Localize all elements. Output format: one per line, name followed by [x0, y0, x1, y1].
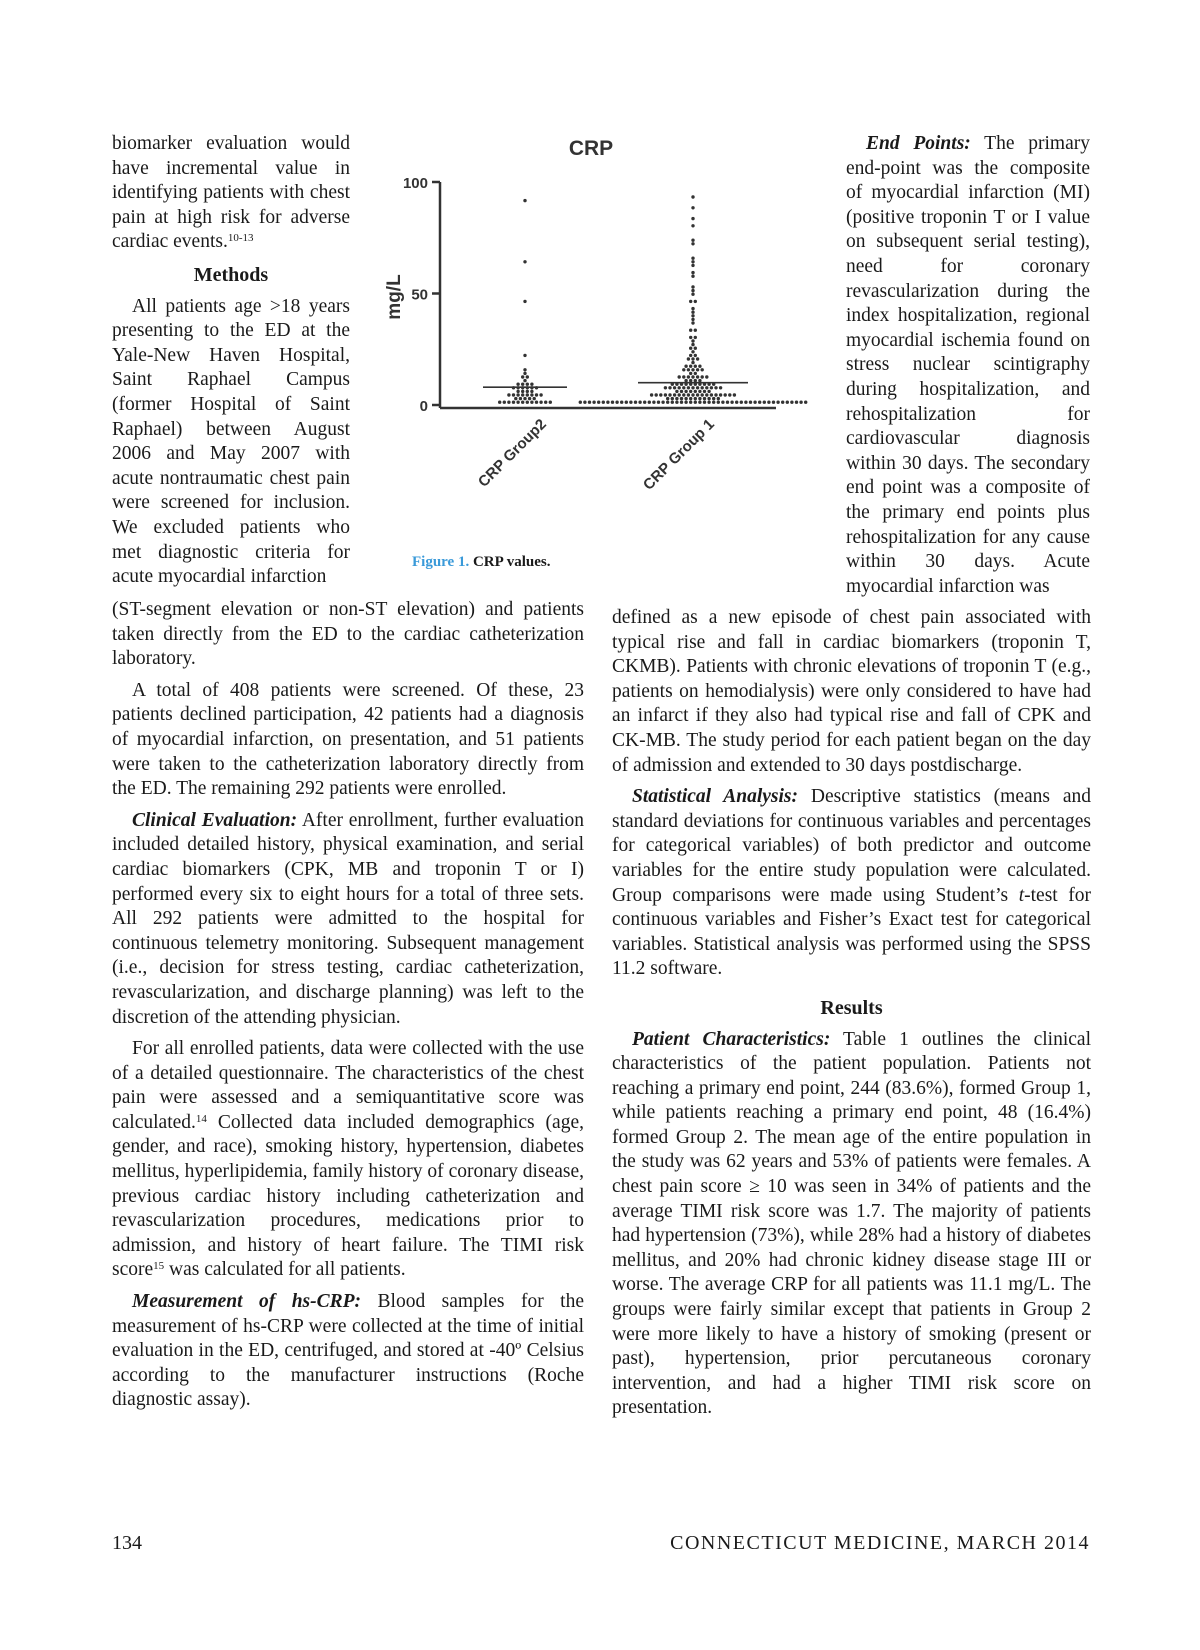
paragraph-statistical-analysis: Statistical Analysis: Descriptive statistics (means and standard deviations for continuous variables and percentages for categorical variables) of both predictor and outcome variables for the entire study population were calculated. Group comparisons were made using Student’s t-test for continuous variables and Fisher’s Exact test for categorical variables. Statistical analysis was performed using the SPSS 11.2 software.	[612, 786, 1092, 980]
data-point	[643, 401, 646, 404]
data-point	[615, 401, 618, 404]
journal-footer: CONNECTICUT MEDICINE, MARCH 2014	[670, 1532, 1090, 1554]
data-point	[694, 347, 697, 350]
data-point	[579, 401, 582, 404]
data-point	[680, 401, 683, 404]
data-point	[691, 264, 694, 267]
data-point	[694, 300, 697, 303]
data-point	[664, 386, 667, 389]
data-point	[698, 379, 701, 382]
data-point	[707, 401, 710, 404]
paragraph-endpoints-continued: defined as a new episode of chest pain associated with typical rise and fall in cardiac biomarkers (troponin T, CKMB). Patients with chronic elevations of troponin T (e.g., patients on hemodialysis) were only considered to have had an infarct if they also had typical rise and fall of CPK and CK-MB. The study period for each patient began on the day of admission and extended to 30 days postdischarge.	[612, 607, 1091, 776]
data-point	[694, 329, 697, 332]
data-point	[691, 343, 694, 346]
data-point	[744, 401, 747, 404]
data-point	[521, 401, 524, 404]
paragraph-intro: biomarker evaluation would have incremental value in identifying patients with chest pain at high risk for adverse cardiac events.$^{10-13}$	[112, 133, 350, 253]
data-point	[696, 386, 699, 389]
data-point	[523, 379, 526, 382]
data-point	[719, 386, 722, 389]
data-point	[526, 393, 529, 396]
paragraph-screened: A total of 408 patients were screened. Of these, 23 patients declined participation, 42 patients had a diagnosis of myocardial infarction, on presentation, and 51 patients were taken to the catheterization laboratory directly from the ED. The remaining 292 patients were enrolled.	[112, 679, 584, 800]
run-in-heading-patient: Patient Characteristics:	[632, 1028, 831, 1050]
data-point	[701, 375, 704, 378]
data-point	[678, 393, 681, 396]
run-in-heading-statistical: Statistical Analysis:	[632, 786, 799, 808]
data-point	[698, 365, 701, 368]
data-point	[701, 368, 704, 371]
data-point	[689, 354, 692, 357]
data-point	[664, 393, 667, 396]
data-point	[526, 375, 529, 378]
data-point	[687, 357, 690, 360]
data-point	[671, 397, 674, 400]
data-point	[530, 390, 533, 393]
figure-caption-text: CRP values.	[469, 554, 551, 570]
data-point	[597, 401, 600, 404]
data-point	[691, 275, 694, 278]
data-point	[519, 397, 522, 400]
data-point	[689, 372, 692, 375]
data-point	[523, 372, 526, 375]
data-point	[691, 350, 694, 353]
data-point	[521, 390, 524, 393]
data-point	[712, 397, 715, 400]
paragraph-clinical-evaluation: Clinical Evaluation: After enrollment, further evaluation included detailed history, physical examination, and serial cardiac biomarkers (CPK, MB and troponin T or I) performed every six to eight hours for a total of three sets. All 292 patients were admitted to the hospital for continuous telemetry monitoring. Subsequent management (i.e., decision for stress testing, cardiac catheterization, revascularization, and discharge planning) was left to the discretion of the attending physician.	[112, 809, 584, 1028]
data-point	[523, 260, 526, 263]
data-point	[691, 224, 694, 227]
data-point	[689, 401, 692, 404]
data-point	[689, 347, 692, 350]
data-point	[523, 397, 526, 400]
y-tick-label: 0	[419, 398, 428, 415]
data-point	[652, 401, 655, 404]
data-point	[691, 375, 694, 378]
data-point	[696, 375, 699, 378]
data-point	[671, 401, 674, 404]
data-point	[730, 401, 733, 404]
data-point	[687, 375, 690, 378]
data-point	[691, 206, 694, 209]
data-point	[691, 260, 694, 263]
data-point	[680, 390, 683, 393]
data-point	[696, 368, 699, 371]
data-point	[710, 386, 713, 389]
data-point	[691, 311, 694, 314]
paragraph-methods: All patients age >18 years presenting to the ED at the Yale-New Haven Hospital, Saint Raphael Campus (former Hospital of Saint Raphael) between August 2006 and May 2007 with acute nontraumatic chest pain were screened for inclusion. We excluded patients who met diagnostic criteria for acute myocardial infarction	[112, 295, 350, 588]
data-point	[523, 368, 526, 371]
data-point	[682, 386, 685, 389]
data-point	[691, 195, 694, 198]
data-point	[740, 401, 743, 404]
data-point	[523, 354, 526, 357]
data-point	[790, 401, 793, 404]
data-point	[684, 379, 687, 382]
results-heading: Results	[820, 996, 883, 1019]
figure-caption	[412, 554, 550, 571]
data-point	[689, 397, 692, 400]
data-point	[533, 397, 536, 400]
data-point	[689, 365, 692, 368]
data-point	[691, 242, 694, 245]
run-in-heading-endpoints: End Points:	[866, 133, 971, 154]
data-point	[703, 397, 706, 400]
data-point	[691, 368, 694, 371]
data-point	[675, 397, 678, 400]
data-point	[689, 336, 692, 339]
data-point	[535, 393, 538, 396]
data-point	[516, 393, 519, 396]
run-in-heading-measurement: Measurement of hs-CRP:	[132, 1291, 362, 1313]
data-point	[611, 401, 614, 404]
crp-chart	[370, 125, 830, 545]
data-point	[691, 271, 694, 274]
data-point	[763, 401, 766, 404]
right-column-bottom	[612, 606, 1091, 1421]
data-point	[629, 401, 632, 404]
data-point	[512, 401, 515, 404]
data-point	[655, 393, 658, 396]
data-point	[735, 401, 738, 404]
data-point	[781, 401, 784, 404]
data-point	[691, 314, 694, 317]
data-point	[592, 401, 595, 404]
data-point	[526, 401, 529, 404]
data-point	[682, 393, 685, 396]
data-point	[526, 383, 529, 386]
data-point	[717, 401, 720, 404]
chart-title: CRP	[568, 137, 614, 160]
data-point	[521, 375, 524, 378]
data-point	[707, 390, 710, 393]
data-point	[523, 300, 526, 303]
figure-crp	[370, 125, 830, 575]
data-point	[689, 390, 692, 393]
data-point	[507, 401, 510, 404]
data-point	[666, 401, 669, 404]
data-point	[535, 401, 538, 404]
data-point	[694, 397, 697, 400]
data-point	[689, 379, 692, 382]
data-point	[588, 401, 591, 404]
data-point	[694, 379, 697, 382]
data-point	[714, 386, 717, 389]
data-point	[648, 401, 651, 404]
data-point	[776, 401, 779, 404]
data-point	[549, 401, 552, 404]
data-point	[516, 390, 519, 393]
data-point	[539, 393, 542, 396]
data-point	[625, 401, 628, 404]
data-point	[678, 375, 681, 378]
data-point	[638, 401, 641, 404]
data-point	[691, 217, 694, 220]
paragraph-measurement: Measurement of hs-CRP: Blood samples for the measurement of hs-CRP were collected at the time of initial evaluation in the ED, centrifuged, and stored at -40º Celsius according to the manufacturer instructions (Roche diagnostic assay).	[112, 1291, 584, 1411]
data-point	[684, 401, 687, 404]
data-point	[795, 401, 798, 404]
data-point	[691, 285, 694, 288]
data-point	[507, 393, 510, 396]
data-point	[544, 401, 547, 404]
data-point	[726, 401, 729, 404]
data-point	[687, 386, 690, 389]
data-point	[673, 386, 676, 389]
data-point	[634, 401, 637, 404]
data-point	[705, 393, 708, 396]
data-point	[694, 365, 697, 368]
data-point	[498, 401, 501, 404]
left-column-bottom	[112, 598, 584, 1413]
data-point	[512, 393, 515, 396]
data-point	[717, 397, 720, 400]
data-point	[675, 401, 678, 404]
data-point	[691, 293, 694, 296]
data-point	[772, 401, 775, 404]
data-point	[691, 393, 694, 396]
page-number: 134	[112, 1532, 142, 1554]
data-point	[678, 386, 681, 389]
data-point	[694, 336, 697, 339]
data-point	[786, 401, 789, 404]
data-point	[673, 393, 676, 396]
data-point	[689, 300, 692, 303]
paragraph-patient-characteristics: Patient Characteristics: Table 1 outlines the clinical characteristics of the patient population. Patients not reaching a primary end point, 244 (83.6%), formed Group 1, while patients reaching a primary end point, 48 (16.4%) formed Group 2. The mean age of the entire population in the study was 62 years and 53% of patients were females. A chest pain score ≥ 10 was seen in 34% of patients and the average TIMI risk score was 1.7. The majority of patients had hypertension (73%), while 28% had a history of diabetes mellitus, and 20% had chronic kidney disease stage III or worse. The average CRP for all patients was 11.1 mg/L. The groups were fairly similar except that patients in Group 2 were more likely to have a history of smoking (present or past), hypertension, prior percutaneous coronary intervention, and had a higher TIMI risk score on presentation.	[612, 1028, 1091, 1419]
data-point	[701, 393, 704, 396]
data-point	[703, 390, 706, 393]
data-point	[694, 390, 697, 393]
y-axis-label: mg/L	[384, 274, 405, 320]
category-label: CRP Group2	[474, 415, 550, 491]
data-point	[694, 354, 697, 357]
data-point	[691, 239, 694, 242]
data-point	[691, 321, 694, 324]
data-point	[714, 393, 717, 396]
data-point	[721, 401, 724, 404]
data-point	[682, 368, 685, 371]
data-point	[684, 397, 687, 400]
paragraph-data-collection: For all enrolled patients, data were collected with the use of a detailed questionnaire. The characteristics of the chest pain were assessed and a semiquantitative score was calculated.$^{14}$ Collected data included demographics (age, gender, and race), smoking history, hypertension, diabetes mellitus, hyperlipidemia, family history of coronary disease, previous cardiac history including catheterization and revascularization procedures, medications prior to admission, and history of heart failure. The TIMI risk score$^{15}$ was calculated for all patients.	[112, 1038, 584, 1281]
data-point	[698, 401, 701, 404]
data-point	[668, 393, 671, 396]
data-point	[724, 393, 727, 396]
data-point	[691, 386, 694, 389]
data-point	[705, 386, 708, 389]
data-point	[712, 401, 715, 404]
data-point	[701, 386, 704, 389]
data-point	[650, 393, 653, 396]
left-column-top	[112, 132, 350, 590]
data-point	[804, 401, 807, 404]
data-point	[691, 318, 694, 321]
data-point	[521, 383, 524, 386]
data-point	[710, 393, 713, 396]
reference-superscript: 15	[153, 1260, 165, 1273]
data-point	[758, 401, 761, 404]
data-point	[687, 368, 690, 371]
methods-heading: Methods	[193, 263, 269, 286]
data-point	[694, 401, 697, 404]
data-point	[703, 401, 706, 404]
paragraph-endpoints: End Points: The primary end-point was the composite of myocardial infarction (MI) (positive troponin T or I value on subsequent serial testing), need for coronary revascularization during the index hospitalization, regional myocardial ischemia found on stress nuclear scintigraphy during hospitalization, and rehospitalization for cardiovascular diagnosis within 30 days. The secondary end point was a composite of the primary end points plus rehospitalization for any cause within 30 days. Acute myocardial infarction was	[846, 133, 1090, 597]
data-point	[719, 393, 722, 396]
data-point	[694, 372, 697, 375]
data-point	[691, 361, 694, 364]
data-point	[539, 401, 542, 404]
data-point	[514, 397, 517, 400]
data-point	[503, 401, 506, 404]
data-point	[657, 401, 660, 404]
data-point	[668, 386, 671, 389]
data-point	[705, 375, 708, 378]
reference-superscript: 14	[195, 1112, 207, 1125]
data-point	[583, 401, 586, 404]
data-point	[528, 397, 531, 400]
data-point	[691, 307, 694, 310]
run-in-heading-clinical: Clinical Evaluation:	[132, 809, 298, 831]
data-point	[767, 401, 770, 404]
data-point	[733, 393, 736, 396]
data-point	[526, 390, 529, 393]
data-point	[684, 365, 687, 368]
data-point	[687, 393, 690, 396]
data-point	[691, 357, 694, 360]
category-label: CRP Group 1	[639, 415, 718, 494]
reference-superscript: 10-13	[227, 232, 254, 245]
data-point	[691, 257, 694, 260]
data-point	[620, 401, 623, 404]
data-point	[753, 401, 756, 404]
data-point	[602, 401, 605, 404]
data-point	[696, 393, 699, 396]
data-point	[516, 383, 519, 386]
data-point	[691, 289, 694, 292]
y-tick-label: 100	[402, 175, 428, 192]
data-point	[530, 393, 533, 396]
data-point	[728, 393, 731, 396]
data-point	[661, 401, 664, 404]
data-point	[799, 401, 802, 404]
data-point	[696, 357, 699, 360]
data-point	[691, 339, 694, 342]
data-point	[516, 401, 519, 404]
data-point	[523, 199, 526, 202]
data-point	[682, 375, 685, 378]
paragraph-methods-continued: (ST-segment elevation or non-ST elevation) and patients taken directly from the ED to the cardiac catheterization laboratory.	[112, 599, 584, 670]
y-tick-label: 50	[411, 286, 428, 304]
data-point	[530, 401, 533, 404]
data-point	[521, 393, 524, 396]
data-point	[698, 390, 701, 393]
data-point	[675, 390, 678, 393]
figure-caption-label: Figure 1.	[412, 554, 470, 570]
data-point	[707, 397, 710, 400]
data-point	[659, 393, 662, 396]
data-point	[698, 397, 701, 400]
data-point	[680, 397, 683, 400]
data-point	[689, 329, 692, 332]
data-point	[749, 401, 752, 404]
data-point	[606, 401, 609, 404]
right-column-top	[846, 132, 1090, 599]
data-point	[530, 383, 533, 386]
data-point	[666, 397, 669, 400]
data-point	[684, 390, 687, 393]
